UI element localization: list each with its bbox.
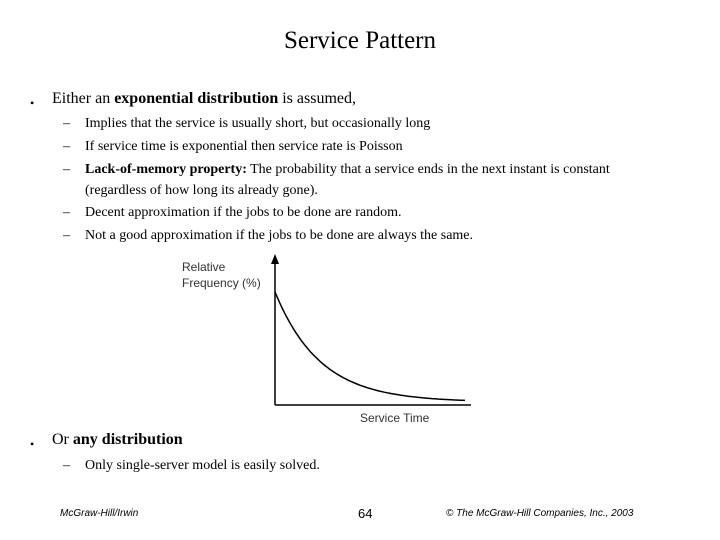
dash-marker: – — [63, 205, 70, 220]
bullet-any-distribution — [52, 431, 183, 449]
dash-marker: – — [63, 139, 70, 154]
bullet-bold: any distribution — [72, 431, 183, 448]
chart-ylabel-line1: Relative — [182, 260, 226, 274]
sub-item: Only single-server model is easily solved. — [85, 458, 320, 473]
dash-marker: – — [63, 458, 70, 473]
bullet-marker: • — [30, 437, 35, 451]
sub-item: If service time is exponential then service rate is Poisson — [85, 139, 403, 154]
bullet-prefix: Either an — [52, 90, 115, 107]
dash-marker: – — [63, 162, 70, 177]
slide-title: Service Pattern — [283, 27, 437, 54]
chart-ylabel-line2: Frequency (%) — [182, 276, 261, 290]
memory-bold: Lack-of-memory property: — [85, 162, 247, 177]
chart-svg — [175, 250, 475, 430]
memory-text: The probability that a service ends in the next instant is constant (regardless of how long its already gone). — [85, 162, 610, 198]
sub-item: Implies that the service is usually short, but occasionally long — [85, 116, 431, 131]
footer-publisher: McGraw-Hill/Irwin — [60, 508, 139, 519]
footer-copyright: © The McGraw-Hill Companies, Inc., 2003 — [446, 508, 634, 519]
bullet-suffix: is assumed, — [278, 90, 357, 107]
dash-marker: – — [63, 116, 70, 131]
service-time-chart — [175, 250, 475, 430]
sub-item-memory — [85, 159, 645, 201]
decay-curve — [275, 292, 465, 400]
chart-xlabel: Service Time — [360, 411, 430, 425]
bullet-exponential — [52, 90, 356, 108]
sub-item: Decent approximation if the jobs to be done are random. — [85, 205, 402, 220]
bullet-bold: exponential distribution — [114, 90, 279, 107]
page-number: 64 — [358, 506, 373, 521]
bullet-marker: • — [30, 96, 35, 110]
bullet-prefix: Or — [52, 431, 73, 448]
sub-item: Not a good approximation if the jobs to be done are always the same. — [85, 228, 474, 243]
dash-marker: – — [63, 228, 70, 243]
y-axis-arrow — [271, 254, 279, 264]
